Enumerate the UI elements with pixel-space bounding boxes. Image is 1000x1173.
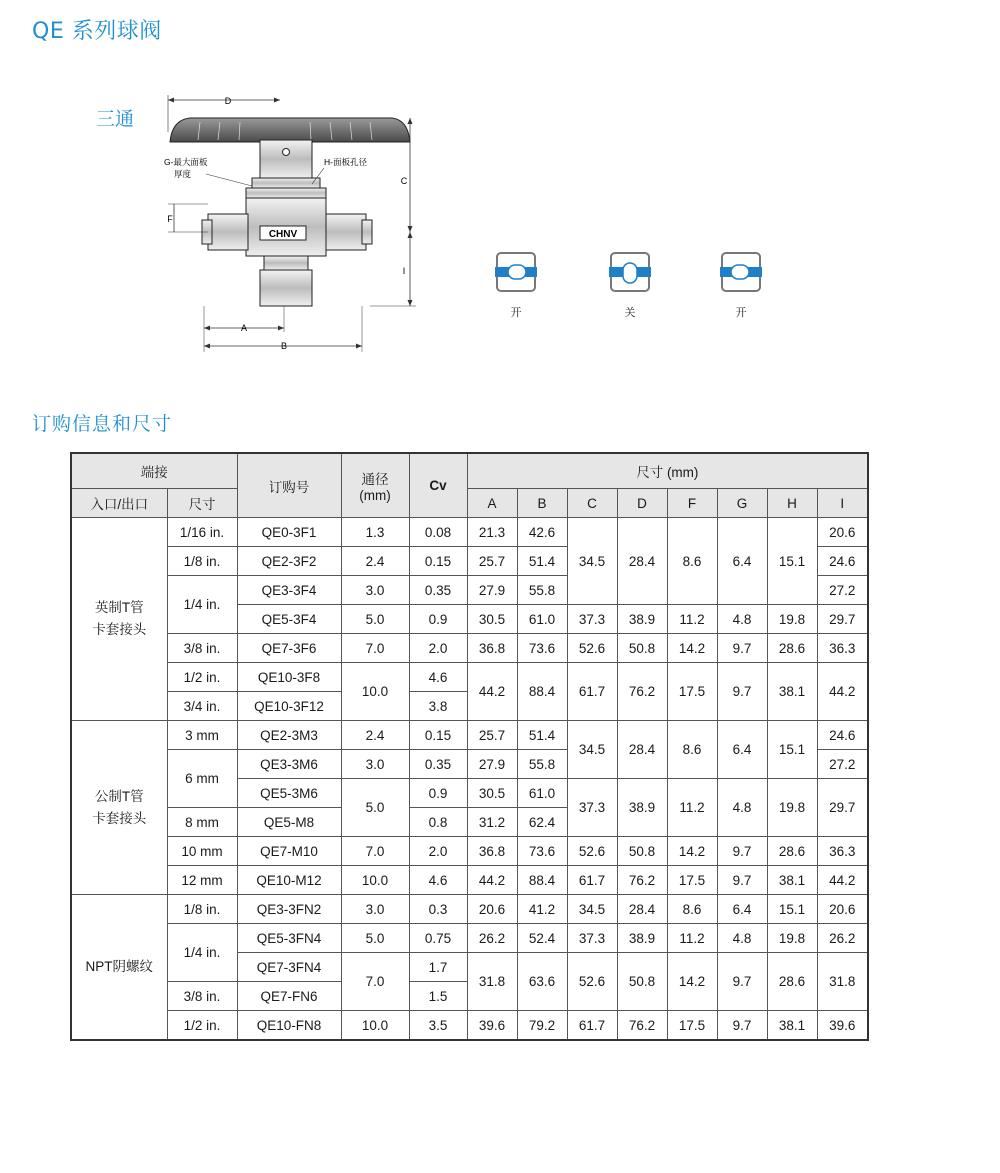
d-cell: 28.4 (617, 721, 667, 779)
valve-drawing (160, 92, 430, 356)
a-cell: 25.7 (467, 721, 517, 750)
order-no-cell: QE5-3M6 (237, 779, 341, 808)
f-cell: 17.5 (667, 866, 717, 895)
dim-c-label: C (400, 176, 408, 186)
size-cell: 8 mm (167, 808, 237, 837)
group-imperial-tube (71, 518, 167, 721)
table-row (71, 518, 868, 547)
h-cell: 28.6 (767, 953, 817, 1011)
orifice-cell: 10.0 (341, 866, 409, 895)
header-orifice (341, 453, 409, 518)
h-cell: 38.1 (767, 1011, 817, 1041)
header-size: 尺寸 (167, 489, 237, 518)
a-cell: 26.2 (467, 924, 517, 953)
size-cell: 1/8 in. (167, 895, 237, 924)
c-cell: 34.5 (567, 518, 617, 605)
f-cell: 17.5 (667, 663, 717, 721)
f-cell: 14.2 (667, 634, 717, 663)
cv-cell: 0.15 (409, 547, 467, 576)
cv-cell: 2.0 (409, 634, 467, 663)
orifice-cell: 10.0 (341, 1011, 409, 1041)
b-cell: 63.6 (517, 953, 567, 1011)
size-cell: 3/4 in. (167, 692, 237, 721)
order-no-cell: QE10-3F12 (237, 692, 341, 721)
cv-cell: 2.0 (409, 837, 467, 866)
h-cell: 19.8 (767, 779, 817, 837)
dim-d-label: D (224, 96, 232, 106)
cv-cell: 0.08 (409, 518, 467, 547)
group-label: NPT阴螺纹 (85, 959, 153, 974)
c-cell: 34.5 (567, 721, 617, 779)
i-cell: 31.8 (817, 953, 868, 1011)
a-cell: 20.6 (467, 895, 517, 924)
orifice-cell: 5.0 (341, 779, 409, 837)
d-cell: 50.8 (617, 837, 667, 866)
table-row (71, 866, 868, 895)
b-cell: 73.6 (517, 634, 567, 663)
orifice-cell: 3.0 (341, 895, 409, 924)
cv-cell: 0.9 (409, 779, 467, 808)
group-label: 英制T管 (94, 600, 144, 615)
size-cell: 1/2 in. (167, 1011, 237, 1041)
position-closed (608, 250, 652, 320)
c-cell: 34.5 (567, 895, 617, 924)
i-cell: 36.3 (817, 837, 868, 866)
orifice-cell: 7.0 (341, 953, 409, 1011)
g-cell: 4.8 (717, 779, 767, 837)
cv-cell: 4.6 (409, 663, 467, 692)
header-col-h: H (767, 489, 817, 518)
cv-cell: 1.5 (409, 982, 467, 1011)
cv-cell: 0.8 (409, 808, 467, 837)
dim-i-label: I (402, 266, 406, 276)
c-cell: 61.7 (567, 663, 617, 721)
i-cell: 39.6 (817, 1011, 868, 1041)
a-cell: 25.7 (467, 547, 517, 576)
position-open-left (494, 250, 538, 320)
group-label: 公制T管 (94, 788, 144, 804)
header-orifice-unit: (mm) (359, 488, 391, 503)
i-cell: 24.6 (817, 547, 868, 576)
a-cell: 30.5 (467, 605, 517, 634)
dim-b-label: B (280, 341, 288, 351)
dim-a-label: A (240, 323, 248, 333)
table-row (71, 721, 868, 750)
cv-cell: 1.7 (409, 953, 467, 982)
table-row (71, 924, 868, 953)
group-label: 卡套接头 (92, 622, 147, 637)
a-cell: 31.2 (467, 808, 517, 837)
header-inlet-outlet: 入口/出口 (71, 489, 167, 518)
group-label: 卡套接头 (92, 810, 147, 826)
b-cell: 62.4 (517, 808, 567, 837)
cv-cell: 3.8 (409, 692, 467, 721)
h-cell: 15.1 (767, 895, 817, 924)
i-cell: 20.6 (817, 895, 868, 924)
c-cell: 52.6 (567, 837, 617, 866)
order-no-cell: QE5-M8 (237, 808, 341, 837)
i-cell: 24.6 (817, 721, 868, 750)
b-cell: 88.4 (517, 866, 567, 895)
page-title: QE 系列球阀 (32, 19, 162, 44)
d-cell: 76.2 (617, 866, 667, 895)
g-cell: 6.4 (717, 895, 767, 924)
i-cell: 29.7 (817, 779, 868, 837)
cv-cell: 3.5 (409, 1011, 467, 1041)
g-cell: 9.7 (717, 1011, 767, 1041)
order-no-cell: QE3-3FN2 (237, 895, 341, 924)
order-no-cell: QE0-3F1 (237, 518, 341, 547)
g-cell: 9.7 (717, 866, 767, 895)
g-cell: 9.7 (717, 663, 767, 721)
i-cell: 36.3 (817, 634, 868, 663)
f-cell: 17.5 (667, 1011, 717, 1041)
i-cell: 20.6 (817, 518, 868, 547)
h-cell: 15.1 (767, 518, 817, 605)
orifice-cell: 3.0 (341, 750, 409, 779)
position-label: 开 (510, 306, 522, 319)
g-cell: 9.7 (717, 953, 767, 1011)
orifice-cell: 1.3 (341, 518, 409, 547)
size-cell: 1/4 in. (167, 924, 237, 982)
dim-f-label: F (167, 214, 173, 224)
c-cell: 52.6 (567, 953, 617, 1011)
order-no-cell: QE3-3M6 (237, 750, 341, 779)
header-col-f: F (667, 489, 717, 518)
label-g-line2: 厚度 (174, 169, 192, 179)
c-cell: 37.3 (567, 779, 617, 837)
f-cell: 8.6 (667, 721, 717, 779)
h-cell: 38.1 (767, 866, 817, 895)
i-cell: 44.2 (817, 866, 868, 895)
cv-cell: 0.35 (409, 576, 467, 605)
h-cell: 28.6 (767, 634, 817, 663)
section-heading-ordering: 订购信息和尺寸 (32, 413, 173, 435)
d-cell: 38.9 (617, 605, 667, 634)
a-cell: 36.8 (467, 837, 517, 866)
header-col-b: B (517, 489, 567, 518)
label-g-line1: G-最大面板 (164, 157, 208, 167)
h-cell: 28.6 (767, 837, 817, 866)
i-cell: 44.2 (817, 663, 868, 721)
handle-down-icon (608, 250, 652, 294)
b-cell: 79.2 (517, 1011, 567, 1041)
order-no-cell: QE7-M10 (237, 837, 341, 866)
handle-right-icon (719, 250, 763, 294)
g-cell: 6.4 (717, 518, 767, 605)
header-end-connection: 端接 (71, 453, 237, 489)
d-cell: 38.9 (617, 779, 667, 837)
b-cell: 52.4 (517, 924, 567, 953)
position-label: 关 (624, 306, 636, 319)
cv-cell: 0.3 (409, 895, 467, 924)
c-cell: 61.7 (567, 866, 617, 895)
size-cell: 10 mm (167, 837, 237, 866)
a-cell: 30.5 (467, 779, 517, 808)
group-npt-female (71, 895, 167, 1041)
table-row (71, 837, 868, 866)
header-col-c: C (567, 489, 617, 518)
a-cell: 27.9 (467, 750, 517, 779)
a-cell: 44.2 (467, 866, 517, 895)
header-order-no: 订购号 (237, 453, 341, 518)
header-col-d: D (617, 489, 667, 518)
b-cell: 41.2 (517, 895, 567, 924)
size-cell: 3/8 in. (167, 982, 237, 1011)
a-cell: 31.8 (467, 953, 517, 1011)
position-open-right (719, 250, 763, 320)
b-cell: 61.0 (517, 605, 567, 634)
a-cell: 36.8 (467, 634, 517, 663)
size-cell: 1/16 in. (167, 518, 237, 547)
i-cell: 27.2 (817, 576, 868, 605)
d-cell: 28.4 (617, 518, 667, 605)
c-cell: 52.6 (567, 634, 617, 663)
g-cell: 9.7 (717, 634, 767, 663)
handle-left-icon (494, 250, 538, 294)
c-cell: 37.3 (567, 605, 617, 634)
header-col-g: G (717, 489, 767, 518)
b-cell: 55.8 (517, 750, 567, 779)
cv-cell: 0.35 (409, 750, 467, 779)
cv-cell: 4.6 (409, 866, 467, 895)
f-cell: 14.2 (667, 953, 717, 1011)
i-cell: 26.2 (817, 924, 868, 953)
h-cell: 19.8 (767, 605, 817, 634)
orifice-cell: 5.0 (341, 924, 409, 953)
ordering-table (70, 452, 869, 1041)
d-cell: 28.4 (617, 895, 667, 924)
table-row (71, 634, 868, 663)
table-row (71, 663, 868, 692)
d-cell: 76.2 (617, 663, 667, 721)
b-cell: 55.8 (517, 576, 567, 605)
section-heading-three-way: 三通 (96, 108, 135, 130)
size-cell: 1/2 in. (167, 663, 237, 692)
i-cell: 27.2 (817, 750, 868, 779)
header-dimensions: 尺寸 (mm) (467, 453, 868, 489)
b-cell: 88.4 (517, 663, 567, 721)
b-cell: 42.6 (517, 518, 567, 547)
a-cell: 21.3 (467, 518, 517, 547)
a-cell: 44.2 (467, 663, 517, 721)
order-no-cell: QE7-3F6 (237, 634, 341, 663)
orifice-cell: 2.4 (341, 547, 409, 576)
orifice-cell: 2.4 (341, 721, 409, 750)
cv-cell: 0.15 (409, 721, 467, 750)
f-cell: 11.2 (667, 924, 717, 953)
orifice-cell: 5.0 (341, 605, 409, 634)
c-cell: 37.3 (567, 924, 617, 953)
order-no-cell: QE5-3FN4 (237, 924, 341, 953)
f-cell: 8.6 (667, 895, 717, 924)
orifice-cell: 7.0 (341, 837, 409, 866)
size-cell: 1/8 in. (167, 547, 237, 576)
label-h: H-面板孔径 (324, 157, 367, 167)
d-cell: 50.8 (617, 634, 667, 663)
g-cell: 9.7 (717, 837, 767, 866)
d-cell: 50.8 (617, 953, 667, 1011)
size-cell: 6 mm (167, 750, 237, 808)
f-cell: 11.2 (667, 605, 717, 634)
size-cell: 12 mm (167, 866, 237, 895)
size-cell: 3/8 in. (167, 634, 237, 663)
order-no-cell: QE10-M12 (237, 866, 341, 895)
order-no-cell: QE10-FN8 (237, 1011, 341, 1041)
order-no-cell: QE2-3F2 (237, 547, 341, 576)
d-cell: 76.2 (617, 1011, 667, 1041)
order-no-cell: QE7-FN6 (237, 982, 341, 1011)
order-no-cell: QE3-3F4 (237, 576, 341, 605)
size-cell: 1/4 in. (167, 576, 237, 634)
header-col-i: I (817, 489, 868, 518)
size-cell: 3 mm (167, 721, 237, 750)
brand-label: CHNV (268, 229, 298, 240)
g-cell: 4.8 (717, 924, 767, 953)
order-no-cell: QE5-3F4 (237, 605, 341, 634)
orifice-cell: 3.0 (341, 576, 409, 605)
orifice-cell: 10.0 (341, 663, 409, 721)
d-cell: 38.9 (617, 924, 667, 953)
i-cell: 29.7 (817, 605, 868, 634)
g-cell: 6.4 (717, 721, 767, 779)
cv-cell: 0.9 (409, 605, 467, 634)
a-cell: 27.9 (467, 576, 517, 605)
order-no-cell: QE10-3F8 (237, 663, 341, 692)
b-cell: 51.4 (517, 547, 567, 576)
c-cell: 61.7 (567, 1011, 617, 1041)
header-cv: Cv (409, 453, 467, 518)
cv-cell: 0.75 (409, 924, 467, 953)
b-cell: 73.6 (517, 837, 567, 866)
header-orifice-label: 通径 (361, 472, 389, 487)
orifice-cell: 7.0 (341, 634, 409, 663)
f-cell: 8.6 (667, 518, 717, 605)
g-cell: 4.8 (717, 605, 767, 634)
h-cell: 15.1 (767, 721, 817, 779)
table-row (71, 895, 868, 924)
h-cell: 38.1 (767, 663, 817, 721)
group-metric-tube (71, 721, 167, 895)
table-row (71, 1011, 868, 1041)
b-cell: 51.4 (517, 721, 567, 750)
f-cell: 14.2 (667, 837, 717, 866)
order-no-cell: QE7-3FN4 (237, 953, 341, 982)
b-cell: 61.0 (517, 779, 567, 808)
f-cell: 11.2 (667, 779, 717, 837)
order-no-cell: QE2-3M3 (237, 721, 341, 750)
a-cell: 39.6 (467, 1011, 517, 1041)
header-col-a: A (467, 489, 517, 518)
h-cell: 19.8 (767, 924, 817, 953)
position-label: 开 (735, 306, 747, 319)
